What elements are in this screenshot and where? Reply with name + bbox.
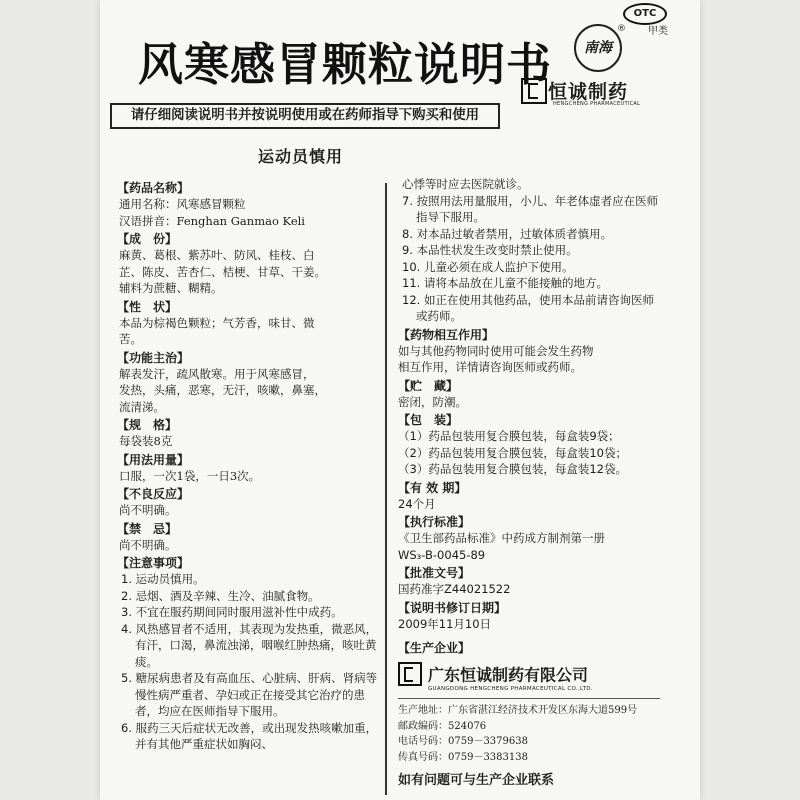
section-heading: 【成 份】 bbox=[117, 232, 178, 246]
column-divider bbox=[385, 183, 387, 795]
section-heading: 【功能主治】 bbox=[117, 350, 190, 365]
text-line: 麻黄、葛根、紫苏叶、防风、桂枝、白 bbox=[119, 248, 315, 262]
text-line: 通用名称：风寒感冒颗粒 bbox=[119, 197, 246, 211]
caution-item: 8. 对本品过敏者禁用，过敏体质者慎用。 bbox=[402, 226, 613, 241]
section-usage bbox=[117, 452, 379, 485]
text-line: 密闭，防潮。 bbox=[398, 394, 467, 409]
caution-item: 6. 服药三天后症状无改善，或出现发热咳嗽加重，并有其他严重症状如胸闷、 bbox=[121, 720, 378, 751]
manufacturer-brand bbox=[398, 662, 660, 686]
text-line: 发热，头痛，恶寒，无汗，咳嗽，鼻塞， bbox=[119, 383, 326, 397]
postal-code-line: 邮政编码：524076 bbox=[398, 720, 487, 732]
caution-item: 7. 按照用法用量服用，小儿、年老体虚者应在医师指导下服用。 bbox=[402, 193, 659, 224]
contact-note: 如有问题可与生产企业联系 bbox=[398, 773, 555, 788]
text-line: 流清涕。 bbox=[119, 399, 165, 414]
otc-badge: OTC bbox=[623, 3, 667, 25]
text-line: 尚不明确。 bbox=[119, 537, 177, 552]
section-interactions bbox=[398, 327, 660, 376]
caution-item: 10. 儿童必须在成人监护下使用。 bbox=[402, 259, 574, 274]
brand-english-name: HENGCHENG PHARMACEUTICAL bbox=[553, 101, 641, 107]
section-adverse bbox=[117, 486, 379, 519]
phone-line: 电话号码：0759－3379638 bbox=[398, 736, 528, 747]
section-heading: 【规 格】 bbox=[117, 418, 178, 432]
caution-item: 4. 风热感冒者不适用，其表现为发热重，微恶风，有汗，口渴，鼻流浊涕，咽喉红肿热痛，咳吐黄痰。 bbox=[121, 621, 378, 669]
otc-class-label: 甲类 bbox=[648, 26, 668, 37]
athlete-warning: 运动员慎用 bbox=[258, 147, 344, 166]
section-heading: 【不良反应】 bbox=[117, 487, 190, 501]
caution-item: 12. 如正在使用其他药品，使用本品前请咨询医师或药师。 bbox=[402, 292, 654, 323]
section-heading: 【用法用量】 bbox=[117, 452, 190, 467]
hengcheng-logo-icon bbox=[398, 662, 422, 686]
text-line: 汉语拼音：Fenghan Ganmao Keli bbox=[119, 213, 305, 228]
text-line: 国药准字Z44021522 bbox=[398, 582, 511, 596]
text-line: 口服，一次1袋，一日3次。 bbox=[119, 468, 261, 483]
text-line: 解表发汗，疏风散寒。用于风寒感冒， bbox=[119, 366, 315, 381]
text-line: 辅料为蔗糖、糊精。 bbox=[119, 281, 223, 295]
section-heading: 【包 装】 bbox=[398, 413, 459, 427]
caution-item: 11. 请将本品放在儿童不能接触的地方。 bbox=[402, 276, 608, 290]
caution-item: 2. 忌烟、酒及辛辣、生冷、油腻食物。 bbox=[121, 588, 320, 603]
manufacturer-english-name: GUANGDONG HENGCHENG PHARMACEUTICAL CO.,LTD. bbox=[428, 686, 593, 692]
section-standard bbox=[398, 514, 660, 563]
text-line: （2）药品包装用复合膜包装，每盒装10袋； bbox=[398, 445, 627, 460]
section-heading: 【注意事项】 bbox=[117, 556, 190, 570]
left-column bbox=[117, 180, 379, 755]
section-function bbox=[117, 350, 379, 416]
section-heading: 【性 状】 bbox=[117, 299, 178, 314]
section-heading: 【药物相互作用】 bbox=[398, 327, 495, 342]
text-line: 芷、陈皮、苦杏仁、桔梗、甘草、干姜。 bbox=[119, 264, 326, 279]
text-line: 24个月 bbox=[398, 496, 436, 511]
page-title: 风寒感冒颗粒说明书 bbox=[138, 38, 553, 91]
section-cautions-continued bbox=[398, 176, 660, 325]
caution-item: 9. 本品性状发生改变时禁止使用。 bbox=[402, 243, 578, 257]
text-line: 每袋装8克 bbox=[119, 434, 173, 448]
text-line: 尚不明确。 bbox=[119, 503, 177, 517]
section-heading: 【执行标准】 bbox=[398, 515, 471, 529]
text-line: 2009年11月10日 bbox=[398, 616, 492, 631]
caution-item: 5. 糖尿病患者及有高血压、心脏病、肝病、肾病等慢性病严重者、孕妇或正在接受其它治疗的患者，均应在医师指导下服用。 bbox=[121, 671, 378, 718]
brand-name: 恒诚制药 bbox=[548, 81, 629, 103]
section-validity bbox=[398, 480, 660, 513]
section-heading: 【药品名称】 bbox=[117, 181, 190, 195]
section-drug-name bbox=[117, 180, 379, 229]
section-packaging bbox=[398, 412, 660, 478]
section-character bbox=[117, 299, 379, 348]
caution-item: 1. 运动员慎用。 bbox=[121, 572, 205, 586]
section-ingredients bbox=[117, 231, 379, 297]
text-line: 如与其他药物同时使用可能会发生药物 bbox=[398, 343, 594, 358]
right-column bbox=[398, 176, 660, 790]
text-line: （3）药品包装用复合膜包装，每盒装12袋。 bbox=[398, 462, 627, 476]
section-cautions bbox=[117, 555, 379, 753]
registered-mark: ® bbox=[617, 24, 626, 34]
section-heading: 【禁 忌】 bbox=[117, 521, 178, 536]
section-manufacturer bbox=[398, 640, 660, 788]
hengcheng-logo-icon bbox=[521, 78, 547, 104]
section-heading: 【说明书修订日期】 bbox=[398, 600, 507, 615]
section-heading: 【生产企业】 bbox=[398, 641, 471, 655]
section-heading: 【有 效 期】 bbox=[398, 480, 467, 495]
manufacturer-divider bbox=[398, 698, 660, 699]
section-heading: 【批准文号】 bbox=[398, 566, 471, 580]
section-spec bbox=[117, 417, 379, 450]
caution-continued: 心悸等时应去医院就诊。 bbox=[402, 177, 529, 191]
section-contraindications bbox=[117, 521, 379, 554]
text-line: 《卫生部药品标准》中药成方制剂第一册 bbox=[398, 531, 605, 545]
text-line: 相互作用，详情请咨询医师或药师。 bbox=[398, 360, 582, 374]
manufacturer-name: 广东恒诚制药有限公司 bbox=[428, 665, 589, 685]
text-line: WS₃-B-0045-89 bbox=[398, 547, 486, 562]
nanhai-seal-logo: 南海 bbox=[574, 24, 622, 72]
section-approval bbox=[398, 565, 660, 598]
text-line: （1）药品包装用复合膜包装，每盒装9袋； bbox=[398, 429, 620, 443]
section-revision-date bbox=[398, 600, 660, 633]
read-instructions-notice: 请仔细阅读说明书并按说明使用或在药师指导下购买和使用 bbox=[110, 103, 500, 129]
text-line: 苦。 bbox=[119, 332, 142, 346]
section-heading: 【贮 藏】 bbox=[398, 378, 459, 393]
caution-item: 3. 不宜在服药期间同时服用滋补性中成药。 bbox=[121, 605, 343, 619]
section-storage bbox=[398, 378, 660, 411]
address-line: 生产地址：广东省湛江经济技术开发区东海大道599号 bbox=[398, 705, 638, 716]
fax-line: 传真号码：0759－3383138 bbox=[398, 751, 528, 763]
text-line: 本品为棕褐色颗粒；气芳香，味甘、微 bbox=[119, 315, 315, 330]
